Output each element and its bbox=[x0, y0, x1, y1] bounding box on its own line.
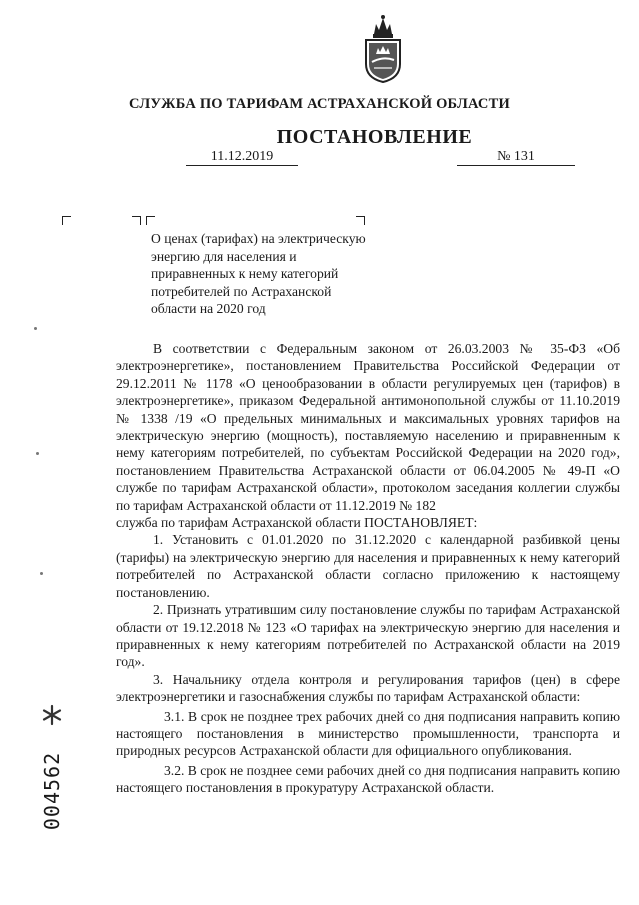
clause-1: 1. Установить с 01.01.2020 по 31.12.2020 с календарной разбивкой цены (тарифы) на электрическую энергию для населения и приравненных к нему категорий потребителей по Астраханской области согласно приложению к настоящему постановлению. bbox=[116, 532, 620, 600]
clause-2: 2. Признать утратившим силу постановление службы по тарифам Астраханской области от 19.12.2018 № 123 «О тарифах на электрическую энергию для населения и приравненных к нему категориям потребителей по Астраханской области на 2019 год». bbox=[116, 602, 620, 670]
corner-mark bbox=[132, 216, 141, 225]
document-number: № 131 bbox=[457, 149, 575, 166]
scan-speck bbox=[36, 452, 39, 455]
corner-mark bbox=[356, 216, 365, 225]
corner-mark bbox=[146, 216, 155, 225]
preamble-paragraph: В соответствии с Федеральным законом от 26.03.2003 № 35-ФЗ «Об электроэнергетике», постановлением Правительства Российской Федерации от 29.12.2011 № 1178 «О ценообразовании в области регулируемых цен (тарифов) в электроэнергетике», приказом Федеральной антимонопольной службы от 11.10.2019 № 1338 /19 «О предельных минимальных и максимальных уровнях тарифов на электрическую энергию (мощность), поставляемую населению и приравненным к нему категориям потребителей, по субъектам Российской Федерации на 2020 год», постановлением Правительства Астраханской области от 06.04.2005 № 49-П «О службе по тарифам Астраханской области», протоколом заседания коллегии службы по тарифам Астраханской области от 11.12.2019 № 182 bbox=[116, 341, 620, 513]
scan-speck bbox=[40, 572, 43, 575]
resolves-line: служба по тарифам Астраханской области ПОСТАНОВЛЯЕТ: bbox=[116, 515, 478, 531]
agency-name: СЛУЖБА ПО ТАРИФАМ АСТРАХАНСКОЙ ОБЛАСТИ bbox=[129, 96, 510, 112]
coat-of-arms-icon bbox=[360, 14, 406, 84]
scan-speck bbox=[34, 327, 37, 330]
document-date: 11.12.2019 bbox=[186, 149, 298, 166]
clause-3-2: 3.2. В срок не позднее семи рабочих дней со дня подписания направить копию настоящего постановления в прокуратуру Астраханской области. bbox=[116, 762, 620, 796]
registration-number: 004562 bbox=[40, 751, 64, 831]
registration-stamp bbox=[36, 716, 68, 866]
document-type: ПОСТАНОВЛЕНИЕ bbox=[276, 126, 473, 148]
corner-mark bbox=[62, 216, 71, 225]
clause-3-1: 3.1. В срок не позднее трех рабочих дней со дня подписания направить копию настоящего постановления в министерство промышленности, транспорта и природных ресурсов Астраханской области для официального опубликования. bbox=[116, 708, 620, 759]
document-body bbox=[116, 340, 620, 797]
document-subject: О ценах (тарифах) на электрическую энергию для населения и приравненных к нему категорий потребителей по Астраханской области на 2020 год bbox=[151, 231, 366, 317]
clause-3: 3. Начальнику отдела контроля и регулирования тарифов (цен) в сфере электроэнергетики и газоснабжения службы по тарифам Астраханской области: bbox=[116, 671, 620, 705]
